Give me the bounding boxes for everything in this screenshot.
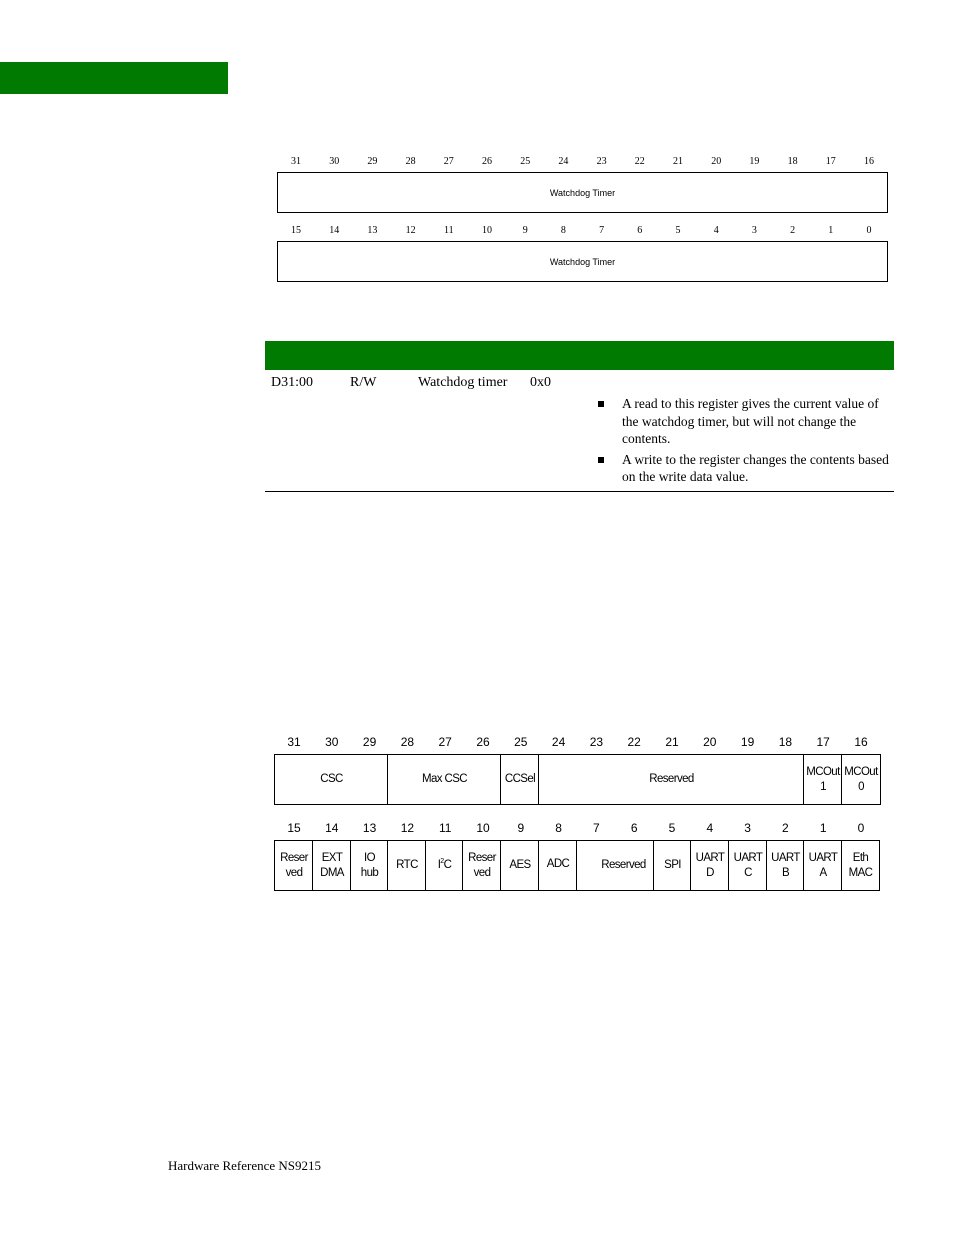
bit-number: 31 [287,735,301,749]
register1-lower-field-label: Watchdog Timer [549,256,616,267]
bit-number: 16 [854,735,868,749]
field-access: R/W [350,375,377,390]
bit-number: 26 [482,156,492,167]
bit-number: 6 [630,821,638,835]
bit-number: 27 [443,156,454,167]
bit-number: 15 [291,225,301,236]
field-aes: AES [500,840,539,891]
bit-number: 9 [517,821,525,835]
field-io-hub: IO hub [350,840,388,891]
field-description [597,395,889,489]
bit-number: 0 [857,821,865,835]
bit-number: 22 [627,735,641,749]
field-mnemonic: Watchdog timer [418,375,508,390]
bit-number: 30 [329,156,340,167]
field-uart-b: UART B [766,840,804,891]
bit-number: 28 [400,735,415,749]
bit-number: 10 [482,225,492,236]
field-reserved-7-6: Reserved [576,840,654,891]
field-uart-c: UART C [728,840,767,891]
register1-upper-field-label: Watchdog Timer [549,187,616,198]
bit-number: 3 [744,821,751,835]
page-footer: Hardware Reference NS9215 [168,1158,322,1173]
field-reserved-upper: Reserved [538,754,804,805]
bit-number: 29 [362,735,377,749]
bit-number: 3 [751,225,757,236]
bit-number: 21 [673,156,683,167]
bit-number: 12 [405,225,416,236]
bit-number: 30 [325,735,339,749]
field-table-header [265,341,894,370]
bit-number: 10 [476,821,490,835]
field-max-csc: Max CSC [387,754,501,805]
square-bullet-icon [598,457,604,463]
description-bullet [597,451,889,486]
bit-number: 4 [706,821,714,835]
bit-number: 19 [740,735,755,749]
bit-number: 29 [367,156,378,167]
bit-number: 17 [816,735,830,749]
bit-number: 1 [828,225,834,236]
field-reserved-15: Reser ved [274,840,313,891]
description-bullet [597,395,889,448]
field-spi: SPI [653,840,691,891]
bit-number: 4 [713,225,719,236]
bit-number: 8 [560,225,566,236]
bit-number: 23 [596,156,607,167]
bit-number: 2 [782,821,789,835]
register1-lower-field [277,241,888,282]
bit-number: 7 [593,821,600,835]
bit-number: 5 [675,225,681,236]
bit-number: 31 [291,156,301,167]
bit-number: 8 [555,821,562,835]
bit-number: 13 [367,225,378,236]
bit-number: 25 [520,156,531,167]
bit-number: 18 [778,735,793,749]
bit-number: 26 [476,735,490,749]
bit-number: 1 [819,821,827,835]
bit-number: 22 [634,156,645,167]
bit-number: 14 [329,225,340,236]
field-reset: 0x0 [530,375,551,390]
bit-number: 7 [599,225,605,236]
bit-number: 15 [287,821,301,835]
square-bullet-icon [598,401,604,407]
bit-number: 11 [443,225,454,236]
bit-number: 5 [668,821,676,835]
bit-number: 27 [438,735,452,749]
field-mcout1: MCOut 1 [803,754,842,805]
bit-number: 9 [522,225,528,236]
bit-number: 19 [749,156,760,167]
field-ccsel: CCSel [500,754,539,805]
field-rtc: RTC [387,840,426,891]
bit-number: 11 [438,821,452,835]
field-i2c: $I^2C$ [425,840,463,891]
bit-number: 20 [703,735,717,749]
field-eth-mac: Eth MAC [841,840,880,891]
field-reserved-10: Reser ved [462,840,501,891]
table-bottom-rule [265,491,894,492]
bit-number: 24 [551,735,566,749]
bit-number: 2 [790,225,796,236]
field-csc: CSC [274,754,388,805]
bit-number: 18 [787,156,798,167]
chapter-tab-bar [0,62,228,94]
field-uart-a: UART A [803,840,842,891]
bit-number: 28 [405,156,416,167]
bit-number: 24 [558,156,569,167]
bit-number: 25 [514,735,528,749]
bit-number: 23 [589,735,604,749]
field-mcout0: MCOut 0 [841,754,881,805]
field-bits: D31:00 [271,375,313,390]
bit-number: 14 [325,821,339,835]
bit-number: 6 [637,225,643,236]
bit-number: 17 [825,156,836,167]
field-ext-dma: EXT DMA [312,840,351,891]
bit-number: 16 [864,156,874,167]
bit-number: 12 [400,821,415,835]
bit-number: 13 [362,821,377,835]
field-uart-d: UART D [690,840,729,891]
bit-number: 20 [711,156,722,167]
bit-number: 21 [665,735,679,749]
bit-number: 0 [866,225,872,236]
field-adc: ADC [538,840,577,891]
bullet-text: A write to the register changes the contents based on the write data value. [622,451,889,484]
register1-upper-field [277,172,888,213]
bullet-text: A read to this register gives the current value of the watchdog timer, but will not change the contents. [622,396,879,446]
